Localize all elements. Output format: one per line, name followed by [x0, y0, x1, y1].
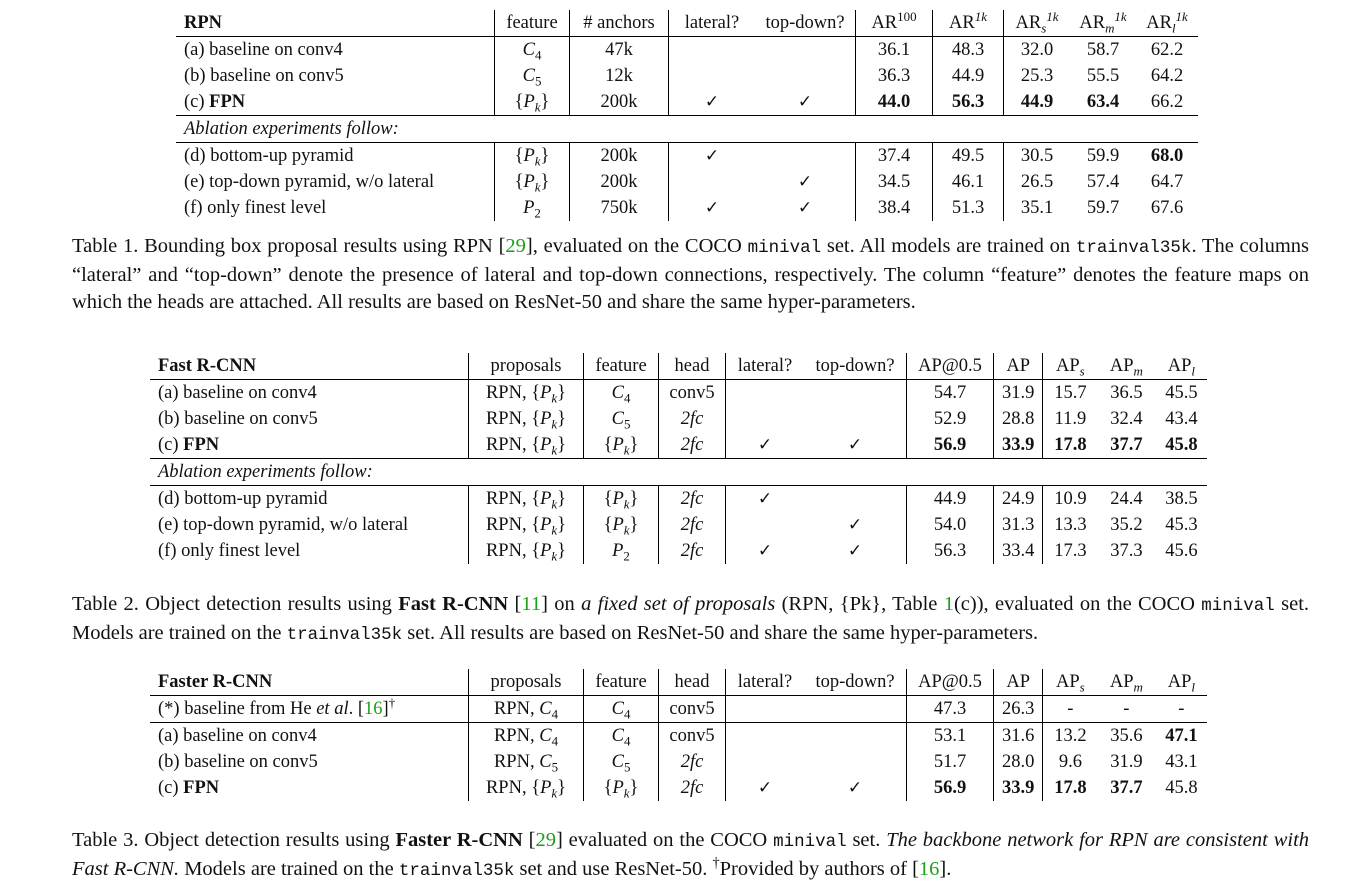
row-topdown — [804, 486, 907, 513]
table1-header-feature: feature — [495, 10, 570, 37]
row-feature: $\{P_k\}$ — [584, 432, 659, 459]
row-topdown: ✓ — [755, 169, 856, 195]
row-feature: $\{P_k\}$ — [495, 143, 570, 170]
table3-header-ap-l: $AP_l$ — [1155, 669, 1207, 696]
row-topdown: ✓ — [755, 195, 856, 221]
row-value: 36.1 — [856, 37, 933, 64]
table2-header-ap: AP — [994, 353, 1043, 380]
row-topdown — [755, 63, 856, 89]
table3-header-lateral: lateral? — [726, 669, 805, 696]
row-topdown: ✓ — [755, 89, 856, 116]
table-ref-link[interactable]: 1 — [943, 593, 954, 615]
row-value: - — [1178, 699, 1185, 719]
row-value: 59.7 — [1086, 198, 1120, 218]
caption-label: Table 3. — [72, 829, 139, 851]
row-value: 15.7 — [1054, 383, 1087, 403]
row-head: 2fc — [659, 406, 726, 432]
row-feature: $\{P_k\}$ — [584, 512, 659, 538]
table3-header-ap: AP — [994, 669, 1043, 696]
table1-header-lateral: lateral? — [669, 10, 756, 37]
row-lateral: ✓ — [704, 92, 720, 112]
row-lateral — [726, 406, 805, 432]
citation-link[interactable]: 11 — [521, 593, 542, 615]
row-topdown — [804, 723, 907, 750]
table1-header-ar1k-l: $AR_l^{1k}$ — [1136, 10, 1198, 37]
caption-label: Table 2. — [72, 593, 139, 615]
row-value: 13.3 — [1054, 515, 1087, 535]
row-feature: $P_2$ — [495, 195, 570, 221]
row-value: 35.6 — [1097, 723, 1155, 750]
row-value: 64.7 — [1150, 172, 1184, 192]
row-value: 11.9 — [1054, 409, 1087, 429]
row-value: 34.5 — [856, 169, 933, 195]
table3 — [150, 669, 1207, 801]
row-feature: $C_4$ — [495, 37, 570, 64]
table-row — [176, 169, 1198, 195]
row-value: 17.8 — [1054, 778, 1087, 798]
row-name: (e) top-down pyramid, w/o lateral — [150, 512, 469, 538]
table3-caption: Table 3. Object detection results using Faster R-CNN [29] evaluated on the COCO minival set. The backbone network for RPN are consistent with Fast R-CNN. Models are trained on the trainval35k set and use ResNet-50. †Provided by authors of [16]. — [72, 829, 1310, 881]
table-row — [150, 432, 1207, 459]
row-value: 45.3 — [1165, 515, 1198, 535]
row-value: 56.9 — [907, 432, 994, 459]
table3-header-ap50: AP@0.5 — [907, 669, 994, 696]
row-proposals: RPN, $\{P_k\}$ — [469, 512, 584, 538]
row-value: 52.9 — [907, 406, 994, 432]
row-lateral — [726, 749, 805, 775]
row-topdown — [804, 696, 907, 723]
table3-header-ap-s: $AP_s$ — [1043, 669, 1098, 696]
row-name: (f) only finest level — [150, 538, 469, 564]
row-value: 31.6 — [994, 723, 1043, 750]
row-value: 66.2 — [1150, 92, 1184, 112]
row-feature: $P_2$ — [584, 538, 659, 564]
row-value: 46.1 — [933, 169, 1004, 195]
table-row — [150, 380, 1207, 407]
row-lateral: ✓ — [704, 146, 720, 166]
table-row — [176, 195, 1198, 221]
ablation-row — [176, 116, 1198, 143]
row-value: 17.3 — [1054, 541, 1087, 561]
row-value: 26.3 — [994, 696, 1043, 723]
table1-header-ar1k-s: $AR_s^{1k}$ — [1004, 10, 1071, 37]
ablation-label: Ablation experiments follow: — [150, 459, 1207, 486]
row-value: 53.1 — [907, 723, 994, 750]
row-anchors: 200k — [570, 143, 669, 170]
row-feature: $C_4$ — [584, 380, 659, 407]
citation-link[interactable]: 29 — [535, 829, 556, 851]
row-value: 24.4 — [1110, 489, 1143, 509]
row-value: 37.4 — [856, 143, 933, 170]
row-proposals: RPN, $\{P_k\}$ — [469, 486, 584, 513]
row-name: (b) baseline on conv5 — [150, 749, 469, 775]
row-feature: $\{P_k\}$ — [584, 486, 659, 513]
row-topdown: ✓ — [804, 512, 907, 538]
row-value: 36.5 — [1110, 383, 1143, 403]
row-name: (c) FPN — [150, 432, 469, 459]
row-feature: $C_4$ — [584, 723, 659, 750]
table3-grid — [150, 669, 1207, 801]
citation-link[interactable]: 29 — [505, 235, 526, 257]
ablation-label: Ablation experiments follow: — [176, 116, 1198, 143]
row-value: 37.7 — [1110, 778, 1143, 798]
row-anchors: 12k — [570, 63, 669, 89]
row-proposals: RPN, $\{P_k\}$ — [469, 380, 584, 407]
table2-caption: Table 2. Object detection results using Fast R-CNN [11] on a fixed set of proposals (RPN, {Pk}, Table 1(c)), evaluated on the COCO minival set. Models are trained on the trainval35k set. All results are based on ResNet-50 and share the same hyper-parameters. — [72, 593, 1310, 645]
row-value: 43.1 — [1165, 752, 1198, 772]
table-row — [176, 89, 1198, 116]
table-row — [150, 406, 1207, 432]
row-value: 51.3 — [933, 195, 1004, 221]
row-name: (a) baseline on conv4 — [150, 380, 469, 407]
citation-link[interactable]: 16 — [918, 858, 940, 880]
row-name: (*) baseline from He et al. [16]† — [150, 696, 469, 723]
row-feature: $C_5$ — [584, 406, 659, 432]
row-value: 33.9 — [994, 775, 1043, 801]
row-value: - — [1123, 699, 1130, 719]
row-value: 44.9 — [907, 486, 994, 513]
row-value: 44.9 — [1020, 92, 1054, 112]
table3-header-proposals: proposals — [469, 669, 584, 696]
row-value: 31.9 — [994, 380, 1043, 407]
row-topdown — [755, 37, 856, 64]
row-feature: $C_5$ — [584, 749, 659, 775]
table1-header-topdown: top-down? — [755, 10, 856, 37]
row-value: 54.7 — [907, 380, 994, 407]
row-name: (a) baseline on conv4 — [150, 723, 469, 750]
row-value: 62.2 — [1150, 40, 1184, 60]
row-value: 45.8 — [1165, 778, 1198, 798]
row-value: 26.5 — [1020, 172, 1054, 192]
table3-header-ap-m: $AP_m$ — [1097, 669, 1155, 696]
row-lateral: ✓ — [704, 198, 720, 218]
row-head: 2fc — [659, 432, 726, 459]
ablation-row — [150, 459, 1207, 486]
row-name: (c) FPN — [150, 775, 469, 801]
table3-header-head: head — [659, 669, 726, 696]
row-value: 51.7 — [907, 749, 994, 775]
table3-header-feature: feature — [584, 669, 659, 696]
table2-header-topdown: top-down? — [804, 353, 907, 380]
row-topdown: ✓ — [804, 432, 907, 459]
row-value: 44.9 — [933, 63, 1004, 89]
row-lateral — [726, 512, 805, 538]
row-value: 67.6 — [1150, 198, 1184, 218]
row-value: 33.9 — [994, 432, 1043, 459]
caption-label: Table 1. — [72, 235, 139, 257]
row-value: 58.7 — [1086, 40, 1120, 60]
row-proposals: RPN, $\{P_k\}$ — [469, 775, 584, 801]
row-name: (b) baseline on conv5 — [150, 406, 469, 432]
row-topdown: ✓ — [804, 538, 907, 564]
row-value: 48.3 — [933, 37, 1004, 64]
row-value: 33.4 — [994, 538, 1043, 564]
row-lateral — [669, 37, 756, 64]
row-name: (d) bottom-up pyramid — [176, 143, 495, 170]
row-value: 17.8 — [1054, 435, 1087, 455]
row-name: (c) FPN — [176, 89, 495, 116]
row-value: 36.3 — [856, 63, 933, 89]
table1-header-anchors: # anchors — [570, 10, 669, 37]
row-value: 31.9 — [1110, 752, 1143, 772]
row-name: (b) baseline on conv5 — [176, 63, 495, 89]
table1-caption: Table 1. Bounding box proposal results using RPN [29], evaluated on the COCO minival set. All models are trained on trainval35k. The columns “lateral” and “top-down” denote the presence of lateral and top-down connections, respectively. The column “feature” denotes the feature maps on which the heads are attached. All results are based on ResNet-50 and share the same hyper-parameters. — [72, 235, 1310, 313]
table-row — [150, 538, 1207, 564]
row-topdown — [804, 380, 907, 407]
row-value: 32.0 — [1020, 40, 1054, 60]
row-head: conv5 — [659, 696, 726, 723]
row-value: 10.9 — [1054, 489, 1087, 509]
row-feature: $\{P_k\}$ — [495, 89, 570, 116]
row-value: 64.2 — [1150, 66, 1184, 86]
row-value: 68.0 — [1150, 146, 1184, 166]
row-value: 28.0 — [994, 749, 1043, 775]
row-value: 44.0 — [856, 89, 933, 116]
row-topdown — [755, 143, 856, 170]
row-value: 37.7 — [1110, 435, 1143, 455]
table3-header-topdown: top-down? — [804, 669, 907, 696]
table-row — [176, 37, 1198, 64]
row-proposals: RPN, $C_4$ — [469, 696, 584, 723]
table-row — [150, 486, 1207, 513]
row-value: 13.2 — [1043, 723, 1098, 750]
table1-header-name: RPN — [176, 10, 495, 37]
table-row — [150, 775, 1207, 801]
table2-grid — [150, 353, 1207, 564]
table3-header-name: Faster R-CNN — [150, 669, 469, 696]
table-row — [150, 696, 1207, 723]
row-feature: $\{P_k\}$ — [495, 169, 570, 195]
table2-header-lateral: lateral? — [726, 353, 805, 380]
row-value: 47.3 — [907, 696, 994, 723]
row-value: 28.8 — [994, 406, 1043, 432]
row-value: 25.3 — [1020, 66, 1054, 86]
table1-grid — [176, 10, 1198, 221]
row-feature: $C_5$ — [495, 63, 570, 89]
table1 — [176, 10, 1198, 221]
table2 — [150, 353, 1207, 564]
row-name: (d) bottom-up pyramid — [150, 486, 469, 513]
row-value: 35.1 — [1020, 198, 1054, 218]
row-name: (e) top-down pyramid, w/o lateral — [176, 169, 495, 195]
row-head: conv5 — [659, 380, 726, 407]
table1-header-ar100: AR$^{100}$ — [856, 10, 933, 37]
table2-header-name: Fast R-CNN — [150, 353, 469, 380]
row-proposals: RPN, $\{P_k\}$ — [469, 432, 584, 459]
table1-header-ar1k-m: $AR_m^{1k}$ — [1070, 10, 1136, 37]
row-proposals: RPN, $\{P_k\}$ — [469, 538, 584, 564]
row-head: 2fc — [659, 538, 726, 564]
row-value: 24.9 — [994, 486, 1043, 513]
row-value: 38.5 — [1165, 489, 1198, 509]
row-proposals: RPN, $C_5$ — [469, 749, 584, 775]
row-lateral: ✓ — [757, 435, 773, 455]
row-name: (f) only finest level — [176, 195, 495, 221]
table-row — [150, 749, 1207, 775]
row-value: 9.6 — [1058, 752, 1082, 772]
table-row — [150, 512, 1207, 538]
row-proposals: RPN, $\{P_k\}$ — [469, 406, 584, 432]
row-value: 56.3 — [907, 538, 994, 564]
row-head: 2fc — [659, 775, 726, 801]
table2-header-ap-l: $AP_l$ — [1155, 353, 1207, 380]
row-value: 56.9 — [907, 775, 994, 801]
row-proposals: RPN, $C_4$ — [469, 723, 584, 750]
row-head: 2fc — [659, 486, 726, 513]
row-value: 32.4 — [1110, 409, 1143, 429]
row-lateral — [726, 723, 805, 750]
row-head: conv5 — [659, 723, 726, 750]
row-lateral: ✓ — [757, 778, 773, 798]
table2-header-ap-m: $AP_m$ — [1097, 353, 1155, 380]
row-value: 38.4 — [856, 195, 933, 221]
row-head: 2fc — [659, 512, 726, 538]
row-lateral — [669, 63, 756, 89]
row-value: 54.0 — [907, 512, 994, 538]
row-topdown — [804, 749, 907, 775]
row-lateral — [726, 380, 805, 407]
row-value: 45.5 — [1165, 383, 1198, 403]
row-value: 57.4 — [1086, 172, 1120, 192]
row-value: 31.3 — [994, 512, 1043, 538]
table2-header-proposals: proposals — [469, 353, 584, 380]
table2-header-head: head — [659, 353, 726, 380]
table2-header-ap-s: $AP_s$ — [1043, 353, 1098, 380]
row-lateral: ✓ — [757, 489, 773, 509]
citation-link[interactable]: 16 — [364, 699, 383, 719]
row-value: 63.4 — [1086, 92, 1120, 112]
row-topdown — [804, 406, 907, 432]
row-head: 2fc — [659, 749, 726, 775]
row-anchors: 200k — [570, 89, 669, 116]
row-lateral: ✓ — [757, 541, 773, 561]
row-value: 37.3 — [1110, 541, 1143, 561]
row-anchors: 47k — [570, 37, 669, 64]
table-row — [150, 723, 1207, 750]
row-value: 35.2 — [1110, 515, 1143, 535]
row-value: 43.4 — [1165, 409, 1198, 429]
row-value: 59.9 — [1086, 146, 1120, 166]
row-anchors: 200k — [570, 169, 669, 195]
table2-header-ap50: AP@0.5 — [907, 353, 994, 380]
row-name: (a) baseline on conv4 — [176, 37, 495, 64]
row-feature: $\{P_k\}$ — [584, 775, 659, 801]
row-feature: $C_4$ — [584, 696, 659, 723]
row-anchors: 750k — [570, 195, 669, 221]
table2-header-feature: feature — [584, 353, 659, 380]
table-row — [176, 63, 1198, 89]
row-lateral — [726, 696, 805, 723]
row-value: 30.5 — [1020, 146, 1054, 166]
table-row — [176, 143, 1198, 170]
row-value: 49.5 — [933, 143, 1004, 170]
row-lateral — [669, 169, 756, 195]
row-topdown: ✓ — [804, 775, 907, 801]
row-value: - — [1067, 699, 1074, 719]
row-value: 47.1 — [1155, 723, 1207, 750]
row-value: 45.8 — [1165, 435, 1198, 455]
row-value: 45.6 — [1165, 541, 1198, 561]
table1-header-ar1k: $AR^{1k}$ — [933, 10, 1004, 37]
row-value: 55.5 — [1086, 66, 1120, 86]
row-value: 56.3 — [933, 89, 1004, 116]
